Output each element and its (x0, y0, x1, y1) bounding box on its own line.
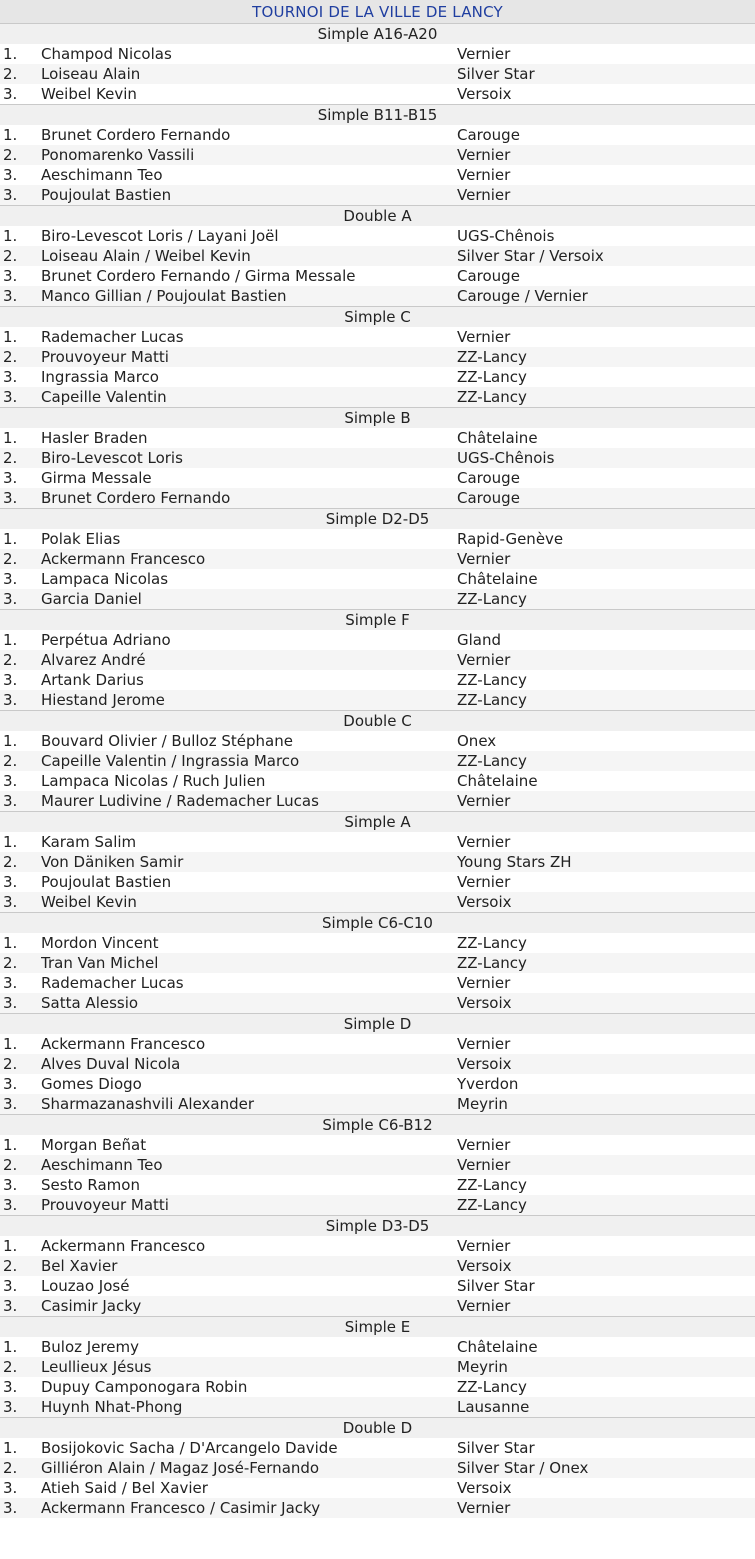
result-row (0, 973, 755, 993)
player-name: Lampaca Nicolas / Ruch Julien (41, 772, 266, 790)
player-name: Von Däniken Samir (41, 853, 184, 871)
result-row (0, 589, 755, 609)
player-name: Capeille Valentin / Ingrassia Marco (41, 752, 300, 770)
player-name: Brunet Cordero Fernando / Girma Messale (41, 267, 356, 285)
club-name: Vernier (457, 974, 511, 992)
result-row (0, 1337, 755, 1357)
category-results (0, 125, 755, 205)
player-name: Ackermann Francesco (41, 1237, 206, 1255)
club-name: Carouge (457, 469, 520, 487)
result-row (0, 791, 755, 811)
player-name: Biro-Levescot Loris / Layani Joël (41, 227, 279, 245)
rank: 1. (3, 1237, 18, 1255)
result-row (0, 428, 755, 448)
result-row (0, 630, 755, 650)
rank: 1. (3, 530, 18, 548)
result-row (0, 1357, 755, 1377)
player-name: Buloz Jeremy (41, 1338, 139, 1356)
club-name: Silver Star (457, 1277, 535, 1295)
rank: 1. (3, 1136, 18, 1154)
player-name: Bel Xavier (41, 1257, 118, 1275)
result-row (0, 1094, 755, 1114)
player-name: Ackermann Francesco (41, 1035, 206, 1053)
club-name: ZZ-Lancy (457, 388, 527, 406)
result-row (0, 569, 755, 589)
player-name: Poujoulat Bastien (41, 186, 172, 204)
player-name: Mordon Vincent (41, 934, 159, 952)
club-name: Châtelaine (457, 772, 538, 790)
club-name: ZZ-Lancy (457, 752, 527, 770)
player-name: Prouvoyeur Matti (41, 1196, 169, 1214)
result-row (0, 1195, 755, 1215)
result-row (0, 367, 755, 387)
result-row (0, 84, 755, 104)
category-results (0, 630, 755, 710)
club-name: Silver Star (457, 65, 535, 83)
category-section (0, 1215, 755, 1316)
result-row (0, 751, 755, 771)
club-name: Vernier (457, 873, 511, 891)
rank: 1. (3, 934, 18, 952)
category-results (0, 1337, 755, 1417)
category-title: Simple B (0, 408, 755, 428)
category-title: Simple A (0, 812, 755, 832)
category-section (0, 1013, 755, 1114)
player-name: Aeschimann Teo (41, 1156, 163, 1174)
player-name: Alves Duval Nicola (41, 1055, 181, 1073)
rank: 1. (3, 328, 18, 346)
result-row (0, 347, 755, 367)
club-name: Vernier (457, 792, 511, 810)
rank: 1. (3, 631, 18, 649)
rank: 1. (3, 833, 18, 851)
rank: 3. (3, 974, 18, 992)
player-name: Biro-Levescot Loris (41, 449, 183, 467)
club-name: UGS-Chênois (457, 449, 555, 467)
category-title: Simple E (0, 1317, 755, 1337)
result-row (0, 993, 755, 1013)
result-row (0, 650, 755, 670)
player-name: Bosijokovic Sacha / D'Arcangelo Davide (41, 1439, 338, 1457)
rank: 2. (3, 348, 18, 366)
club-name: ZZ-Lancy (457, 1196, 527, 1214)
result-row (0, 852, 755, 872)
player-name: Lampaca Nicolas (41, 570, 169, 588)
player-name: Maurer Ludivine / Rademacher Lucas (41, 792, 319, 810)
result-row (0, 731, 755, 751)
club-name: ZZ-Lancy (457, 1176, 527, 1194)
rank: 3. (3, 1499, 18, 1517)
rank: 3. (3, 691, 18, 709)
club-name: Carouge (457, 126, 520, 144)
club-name: ZZ-Lancy (457, 368, 527, 386)
rank: 3. (3, 1398, 18, 1416)
result-row (0, 64, 755, 84)
result-row (0, 185, 755, 205)
result-row (0, 872, 755, 892)
player-name: Poujoulat Bastien (41, 873, 172, 891)
rank: 2. (3, 449, 18, 467)
club-name: Vernier (457, 1156, 511, 1174)
club-name: Young Stars ZH (457, 853, 572, 871)
category-section (0, 710, 755, 811)
result-row (0, 165, 755, 185)
category-results (0, 1034, 755, 1114)
rank: 3. (3, 267, 18, 285)
rank: 1. (3, 45, 18, 63)
club-name: Silver Star (457, 1439, 535, 1457)
club-name: ZZ-Lancy (457, 954, 527, 972)
player-name: Ingrassia Marco (41, 368, 159, 386)
category-results (0, 327, 755, 407)
club-name: Yverdon (457, 1075, 519, 1093)
rank: 2. (3, 247, 18, 265)
rank: 2. (3, 1459, 18, 1477)
rank: 2. (3, 550, 18, 568)
result-row (0, 448, 755, 468)
player-name: Sesto Ramon (41, 1176, 140, 1194)
club-name: Vernier (457, 1499, 511, 1517)
category-title: Simple D2-D5 (0, 509, 755, 529)
rank: 3. (3, 792, 18, 810)
player-name: Polak Elias (41, 530, 121, 548)
player-name: Ackermann Francesco / Casimir Jacky (41, 1499, 321, 1517)
club-name: Vernier (457, 186, 511, 204)
club-name: Carouge (457, 489, 520, 507)
result-row (0, 953, 755, 973)
category-section (0, 1316, 755, 1417)
result-row (0, 933, 755, 953)
player-name: Sharmazanashvili Alexander (41, 1095, 255, 1113)
result-row (0, 549, 755, 569)
category-results (0, 933, 755, 1013)
result-row (0, 1397, 755, 1417)
player-name: Capeille Valentin (41, 388, 167, 406)
rank: 2. (3, 752, 18, 770)
result-row (0, 488, 755, 508)
player-name: Dupuy Camponogara Robin (41, 1378, 248, 1396)
rank: 3. (3, 368, 18, 386)
rank: 2. (3, 1055, 18, 1073)
rank: 3. (3, 1196, 18, 1214)
player-name: Aeschimann Teo (41, 166, 163, 184)
player-name: Gomes Diogo (41, 1075, 142, 1093)
club-name: Versoix (457, 1479, 512, 1497)
player-name: Manco Gillian / Poujoulat Bastien (41, 287, 287, 305)
player-name: Morgan Beñat (41, 1136, 147, 1154)
rank: 3. (3, 166, 18, 184)
category-section (0, 306, 755, 407)
result-row (0, 892, 755, 912)
club-name: Vernier (457, 550, 511, 568)
rank: 2. (3, 1358, 18, 1376)
result-row (0, 529, 755, 549)
rank: 3. (3, 469, 18, 487)
club-name: Versoix (457, 85, 512, 103)
player-name: Ponomarenko Vassili (41, 146, 195, 164)
player-name: Leullieux Jésus (41, 1358, 152, 1376)
rank: 1. (3, 732, 18, 750)
result-row (0, 1276, 755, 1296)
player-name: Alvarez André (41, 651, 146, 669)
rank: 3. (3, 489, 18, 507)
categories-container (0, 24, 755, 1518)
result-row (0, 387, 755, 407)
rank: 1. (3, 1439, 18, 1457)
result-row (0, 1135, 755, 1155)
club-name: Onex (457, 732, 497, 750)
rank: 2. (3, 65, 18, 83)
result-row (0, 1054, 755, 1074)
rank: 3. (3, 671, 18, 689)
category-title: Simple C6-B12 (0, 1115, 755, 1135)
category-results (0, 226, 755, 306)
player-name: Gilliéron Alain / Magaz José-Fernando (41, 1459, 320, 1477)
rank: 3. (3, 1075, 18, 1093)
result-row (0, 125, 755, 145)
result-row (0, 1478, 755, 1498)
category-results (0, 1135, 755, 1215)
result-row (0, 1155, 755, 1175)
result-row (0, 1256, 755, 1276)
club-name: ZZ-Lancy (457, 590, 527, 608)
player-name: Girma Messale (41, 469, 152, 487)
category-results (0, 529, 755, 609)
player-name: Atieh Said / Bel Xavier (41, 1479, 208, 1497)
category-title: Double C (0, 711, 755, 731)
result-row (0, 286, 755, 306)
result-row (0, 1296, 755, 1316)
category-results (0, 731, 755, 811)
category-section (0, 1114, 755, 1215)
category-section (0, 811, 755, 912)
player-name: Weibel Kevin (41, 893, 137, 911)
club-name: ZZ-Lancy (457, 671, 527, 689)
club-name: Vernier (457, 651, 511, 669)
club-name: Vernier (457, 146, 511, 164)
club-name: Versoix (457, 893, 512, 911)
club-name: Meyrin (457, 1358, 508, 1376)
club-name: Silver Star / Versoix (457, 247, 604, 265)
result-row (0, 832, 755, 852)
result-row (0, 1458, 755, 1478)
rank: 2. (3, 954, 18, 972)
category-title: Simple F (0, 610, 755, 630)
rank: 1. (3, 1035, 18, 1053)
player-name: Champod Nicolas (41, 45, 172, 63)
player-name: Rademacher Lucas (41, 974, 184, 992)
rank: 2. (3, 1257, 18, 1275)
club-name: ZZ-Lancy (457, 348, 527, 366)
player-name: Hiestand Jerome (41, 691, 165, 709)
club-name: Carouge (457, 267, 520, 285)
player-name: Satta Alessio (41, 994, 139, 1012)
club-name: Vernier (457, 1035, 511, 1053)
result-row (0, 1377, 755, 1397)
result-row (0, 145, 755, 165)
category-section (0, 1417, 755, 1518)
player-name: Weibel Kevin (41, 85, 137, 103)
category-section (0, 508, 755, 609)
result-row (0, 670, 755, 690)
rank: 1. (3, 429, 18, 447)
player-name: Perpétua Adriano (41, 631, 171, 649)
club-name: Vernier (457, 166, 511, 184)
category-title: Double A (0, 206, 755, 226)
category-results (0, 44, 755, 104)
club-name: Vernier (457, 1237, 511, 1255)
tournament-title: TOURNOI DE LA VILLE DE LANCY (0, 0, 755, 24)
rank: 3. (3, 590, 18, 608)
rank: 3. (3, 186, 18, 204)
category-results (0, 1438, 755, 1518)
result-row (0, 1236, 755, 1256)
club-name: Vernier (457, 1136, 511, 1154)
rank: 2. (3, 1156, 18, 1174)
rank: 3. (3, 1095, 18, 1113)
club-name: UGS-Chênois (457, 227, 555, 245)
result-row (0, 246, 755, 266)
rank: 3. (3, 1176, 18, 1194)
category-title: Simple B11-B15 (0, 105, 755, 125)
player-name: Tran Van Michel (41, 954, 159, 972)
club-name: Vernier (457, 833, 511, 851)
result-row (0, 327, 755, 347)
club-name: ZZ-Lancy (457, 1378, 527, 1396)
club-name: Silver Star / Onex (457, 1459, 589, 1477)
category-section (0, 407, 755, 508)
player-name: Bouvard Olivier / Bulloz Stéphane (41, 732, 293, 750)
player-name: Brunet Cordero Fernando (41, 489, 231, 507)
player-name: Ackermann Francesco (41, 550, 206, 568)
player-name: Huynh Nhat-Phong (41, 1398, 183, 1416)
result-row (0, 44, 755, 64)
rank: 3. (3, 893, 18, 911)
result-row (0, 1074, 755, 1094)
category-results (0, 428, 755, 508)
club-name: Meyrin (457, 1095, 508, 1113)
player-name: Brunet Cordero Fernando (41, 126, 231, 144)
result-row (0, 468, 755, 488)
category-title: Simple D3-D5 (0, 1216, 755, 1236)
rank: 3. (3, 1277, 18, 1295)
rank: 1. (3, 1338, 18, 1356)
result-row (0, 1498, 755, 1518)
category-section (0, 104, 755, 205)
club-name: Versoix (457, 1257, 512, 1275)
category-title: Simple C (0, 307, 755, 327)
category-results (0, 1236, 755, 1316)
club-name: Lausanne (457, 1398, 530, 1416)
player-name: Louzao José (41, 1277, 130, 1295)
player-name: Artank Darius (41, 671, 144, 689)
rank: 1. (3, 126, 18, 144)
club-name: Versoix (457, 1055, 512, 1073)
club-name: Rapid-Genève (457, 530, 564, 548)
result-row (0, 1175, 755, 1195)
rank: 3. (3, 85, 18, 103)
club-name: Châtelaine (457, 429, 538, 447)
club-name: Gland (457, 631, 502, 649)
category-section (0, 24, 755, 104)
rank: 2. (3, 146, 18, 164)
rank: 3. (3, 1297, 18, 1315)
club-name: Vernier (457, 45, 511, 63)
club-name: Vernier (457, 1297, 511, 1315)
player-name: Prouvoyeur Matti (41, 348, 169, 366)
result-row (0, 771, 755, 791)
club-name: Versoix (457, 994, 512, 1012)
rank: 3. (3, 772, 18, 790)
category-title: Simple C6-C10 (0, 913, 755, 933)
player-name: Rademacher Lucas (41, 328, 184, 346)
category-section (0, 912, 755, 1013)
category-title: Simple D (0, 1014, 755, 1034)
result-row (0, 1438, 755, 1458)
rank: 3. (3, 388, 18, 406)
rank: 1. (3, 227, 18, 245)
player-name: Loiseau Alain (41, 65, 141, 83)
rank: 3. (3, 1479, 18, 1497)
club-name: ZZ-Lancy (457, 691, 527, 709)
result-row (0, 690, 755, 710)
player-name: Casimir Jacky (41, 1297, 142, 1315)
rank: 3. (3, 994, 18, 1012)
club-name: Châtelaine (457, 570, 538, 588)
club-name: ZZ-Lancy (457, 934, 527, 952)
rank: 3. (3, 1378, 18, 1396)
category-title: Simple A16-A20 (0, 24, 755, 44)
category-section (0, 205, 755, 306)
player-name: Loiseau Alain / Weibel Kevin (41, 247, 251, 265)
club-name: Carouge / Vernier (457, 287, 588, 305)
rank: 3. (3, 570, 18, 588)
player-name: Hasler Braden (41, 429, 148, 447)
club-name: Châtelaine (457, 1338, 538, 1356)
category-section (0, 609, 755, 710)
player-name: Karam Salim (41, 833, 137, 851)
rank: 3. (3, 873, 18, 891)
result-row (0, 1034, 755, 1054)
rank: 2. (3, 651, 18, 669)
player-name: Garcia Daniel (41, 590, 142, 608)
rank: 2. (3, 853, 18, 871)
result-row (0, 226, 755, 246)
category-title: Double D (0, 1418, 755, 1438)
result-row (0, 266, 755, 286)
rank: 3. (3, 287, 18, 305)
club-name: Vernier (457, 328, 511, 346)
category-results (0, 832, 755, 912)
